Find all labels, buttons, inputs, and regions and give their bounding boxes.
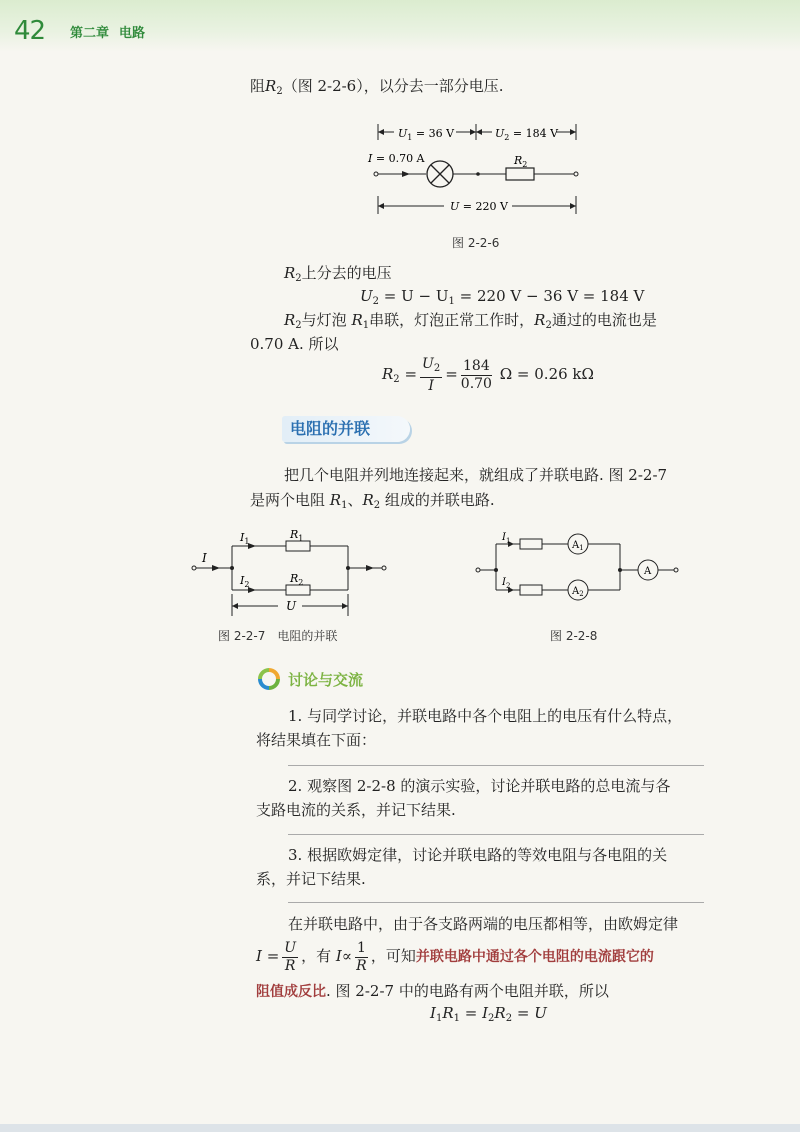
- paragraph-5-line-1: 在并联电路中，由于各支路两端的电压都相等，由欧姆定律: [288, 915, 679, 933]
- resistor-bottom-icon: [520, 585, 542, 595]
- paragraph-4-line-1: 把几个电阻并列地连接起来，就组成了并联电路. 图 2-2-7: [284, 466, 668, 484]
- fig227-i2-label: $I_2$: [240, 574, 250, 589]
- p3-r1-sub: 1: [362, 320, 370, 331]
- p4-r2: R: [362, 491, 374, 509]
- p4-r1: R: [329, 491, 342, 509]
- eq1-lhs-sub: 2: [372, 296, 380, 307]
- eq1-rest: = 220 V − 36 V = 184 V: [454, 287, 645, 305]
- paragraph-5-line-3: [256, 981, 609, 1002]
- eq3-e: U: [534, 1004, 547, 1022]
- p4-line2a: 是两个电阻: [250, 491, 330, 509]
- answer-line-1: [288, 765, 704, 766]
- p3-r2: R: [534, 311, 546, 329]
- eq2-f1-den: I: [428, 377, 434, 394]
- chapter-heading: [70, 22, 155, 41]
- eq2-f2-num: 184: [461, 358, 492, 376]
- p5-highlight-1: 并联电路中通过各个电阻的电流跟它的: [415, 949, 654, 965]
- fig226-r2-label: $R_2$: [514, 154, 528, 169]
- eq1-text: = U − U: [379, 287, 449, 305]
- fig227-i-label: I: [202, 551, 207, 565]
- p5-i2: I: [335, 947, 342, 965]
- eq3-d: R: [494, 1004, 506, 1022]
- p4-sep: 、: [347, 491, 363, 509]
- eq3-c: I: [482, 1004, 489, 1022]
- eq2-f1-num: U: [422, 355, 434, 372]
- fig226-i-label: I = 0.70 A: [368, 152, 425, 165]
- eq1-sub1: 1: [448, 296, 455, 307]
- p3-mid2: 串联，灯泡正常工作时，: [369, 311, 535, 329]
- figure-2-2-7: [190, 526, 390, 618]
- fig228-a1-label: $A_1$: [572, 540, 584, 552]
- fig228-i1-label: $I_1$: [502, 532, 511, 545]
- fig228-a2-label: $A_2$: [572, 586, 584, 598]
- bottom-edge: [0, 1124, 800, 1132]
- p5-prop: ∝: [341, 947, 352, 965]
- p1-before: 阻: [250, 77, 266, 95]
- paragraph-3-line-1: [284, 310, 657, 336]
- eq2-f2-den: 0.70: [460, 375, 492, 392]
- eq2-lhs: R: [382, 365, 394, 383]
- fig226-u2-label: $U_2 = 184$ V: [495, 127, 559, 142]
- question-1-line-2: 将结果填在下面：: [256, 731, 377, 749]
- eq2-rest: Ω = 0.26 kΩ: [494, 365, 594, 383]
- resistor-r2-icon: [506, 168, 534, 180]
- p5-you: ，有: [301, 947, 336, 965]
- p4-r1-sub: 1: [341, 500, 348, 511]
- p5-line3-rest: . 图 2-2-7 中的电路有两个电阻并联，所以: [326, 982, 609, 1000]
- question-1-line-1: 1. 与同学讨论，并联电路中各个电阻上的电压有什么特点，: [288, 707, 683, 725]
- p1-r-sub: 2: [276, 86, 283, 97]
- eq2-f1-num-sub: 2: [433, 362, 441, 374]
- eq3-eq1: =: [459, 1004, 483, 1022]
- discussion-label: 讨论与交流: [288, 670, 364, 689]
- eq3-a-sub: 1: [435, 1013, 443, 1024]
- paragraph-3-line-2: 0.70 A. 所以: [250, 335, 339, 353]
- p2-r-sub: 2: [295, 273, 302, 284]
- p2-r: R: [284, 264, 296, 282]
- p3-r2-sub: 2: [545, 320, 552, 331]
- fig228-a-label: A: [644, 566, 652, 577]
- eq3-b: R: [442, 1004, 454, 1022]
- eq2-frac-1: [420, 356, 442, 395]
- eq3-c-sub: 2: [488, 1013, 495, 1024]
- p4-line2b: 组成的并联电路.: [380, 491, 495, 509]
- page-number: 42: [14, 16, 46, 46]
- figure-2-2-6: [360, 118, 600, 218]
- paragraph-4-line-2: [250, 490, 495, 516]
- fig228-caption: 图 2-2-8: [550, 629, 598, 643]
- paragraph-1: [250, 76, 504, 102]
- p5-eq: =: [261, 947, 280, 965]
- fig227-r2-label: $R_2$: [290, 572, 304, 587]
- p2-after: 上分去的电压: [301, 264, 392, 282]
- p5-f-num: U: [284, 939, 297, 956]
- eq2-frac-2: [461, 358, 492, 393]
- paragraph-5-line-2: [256, 936, 654, 977]
- equation-3: [430, 1003, 547, 1029]
- p3-r-sub: 2: [295, 320, 302, 331]
- fig227-i1-label: $I_1$: [240, 531, 250, 546]
- p5-f-den: R: [284, 957, 296, 974]
- p3-r: R: [284, 311, 296, 329]
- eq3-d-sub: 2: [505, 1013, 513, 1024]
- p5-f2-den: R: [356, 957, 367, 974]
- fig228-i2-label: $I_2$: [502, 577, 511, 590]
- section-title: 电阻的并联: [282, 416, 410, 442]
- p4-r2-sub: 2: [373, 500, 381, 511]
- answer-line-3: [288, 902, 704, 903]
- question-2-line-2: 支路电流的关系，并记下结果.: [256, 801, 456, 819]
- discussion-recycle-icon: [256, 666, 282, 692]
- figure-2-2-8: [470, 528, 690, 606]
- eq2-lhs-sub: 2: [393, 374, 400, 385]
- p5-f2-num: 1: [356, 939, 366, 956]
- answer-line-2: [288, 834, 704, 835]
- fig226-u-label: U = 220 V: [450, 200, 508, 213]
- discussion-header: [256, 665, 363, 693]
- p3-end: 通过的电流也是: [551, 311, 657, 329]
- p1-r: R: [265, 77, 277, 95]
- p3-mid: 与灯泡: [301, 311, 347, 329]
- eq3-b-sub: 1: [453, 1013, 460, 1024]
- chapter-label: 第二章: [70, 26, 110, 41]
- fig226-caption: 图 2-2-6: [452, 236, 500, 250]
- p1-after: （图 2-2-6），以分去一部分电压.: [282, 77, 504, 95]
- fig227-caption: 图 2-2-7 电阻的并联: [218, 629, 338, 643]
- eq3-a: I: [430, 1004, 436, 1022]
- section-label: 电路: [119, 26, 146, 41]
- eq1-lhs: U: [360, 287, 373, 305]
- equation-1: [360, 286, 644, 312]
- question-2-line-1: 2. 观察图 2-2-8 的演示实验，讨论并联电路的总电流与各: [288, 777, 671, 795]
- resistor-top-icon: [520, 539, 542, 549]
- p5-frac-1: [282, 940, 298, 975]
- question-3-line-2: 系，并记下结果.: [256, 870, 366, 888]
- equation-2: $R_2$ = $\frac{U_2}{I}$ = $\frac{184}{0.70}$ Ω = 0.26 kΩ: [382, 355, 594, 394]
- p5-highlight-2: 阻值成反比: [256, 984, 326, 1000]
- p5-ke: ，可知: [370, 947, 416, 965]
- p5-frac-2: [355, 940, 368, 975]
- eq2-eq: =: [399, 365, 418, 383]
- p3-r1: R: [351, 311, 363, 329]
- fig227-r1-label: $R_1$: [290, 528, 304, 543]
- p5-i: I: [256, 947, 262, 965]
- question-3-line-1: 3. 根据欧姆定律，讨论并联电路的等效电阻与各电阻的关: [288, 846, 668, 864]
- fig226-u1-label: $U_1 = 36$ V: [398, 127, 455, 142]
- eq3-eq2: =: [512, 1004, 535, 1022]
- fig227-u-label: U: [286, 599, 297, 613]
